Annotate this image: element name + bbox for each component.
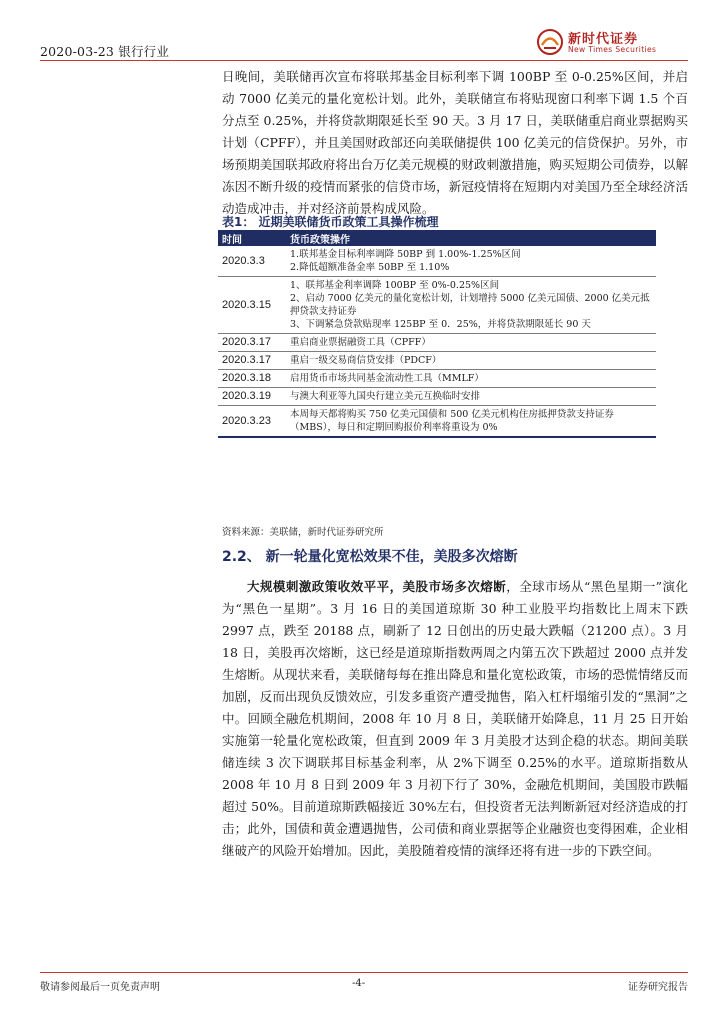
section-paragraph [222,576,688,862]
footer-divider [40,972,688,973]
row-date: 2020.3.17 [218,334,286,352]
row-date: 2020.3.3 [218,246,286,277]
row-policy [286,352,656,370]
page-number: -4- [352,978,366,989]
disclaimer-note: 敬请参阅最后一页免责声明 [40,982,160,993]
row-date: 2020.3.17 [218,352,286,370]
report-type: 证券研究报告 [628,982,688,993]
policy-line: 本周每天都将购买 750 亿美元国债和 500 亿美元机构住房抵押贷款支持证券（MBS），每日和定期回购报价利率将重设为 0% [290,409,614,433]
row-policy [286,334,656,352]
policy-line: 1、联邦基金利率调降 100BP 至 0%-0.25%区间 [290,280,500,291]
table-title: 表1： 近期美联储货币政策工具操作梳理 [222,215,439,229]
intro-text: 日晚间，美联储再次宣布将联邦基金目标利率下调 100BP 至 0-0.25%区间，并启动 7000 亿美元的量化宽松计划。此外，美联储宣布将贴现窗口利率下调 1.5 个百分点至 0.25%，并将贷款期限延长至 90 天。3 月 17 日，美联储重启商业票据购买计划（CPFF），并且美国财政部还向美联储提供 100 亿美元的信贷保护。另外，市场预期美国联邦政府将出台万亿美元规模的财政刺激措施，购买短期公司债券，以解冻因不断升级的疫情而紧张的信贷市场，新冠疫情将在短期内对美国乃至全球经济活动造成冲击，并对经济前景构成风险。 [222,69,688,216]
table-row [218,277,656,334]
company-logo [528,26,688,60]
row-date: 2020.3.19 [218,388,286,406]
logo-text-en: New Times Securities [568,45,657,54]
section-heading: 2.2、 新一轮量化宽松效果不佳，美股多次熔断 [222,549,518,565]
section-text [222,576,688,862]
table-source: 资料来源：美联储，新时代证券研究所 [222,527,384,538]
header-divider [40,60,688,61]
row-date: 2020.3.15 [218,277,286,334]
page-header [40,22,688,62]
table-row [218,334,656,352]
policy-line: 1.联邦基金目标利率调降 50BP 到 1.00%-1.25%区间 [290,249,521,260]
table-header-policy: 货币政策操作 [286,230,656,246]
table-row [218,370,656,388]
policy-line: 与澳大利亚等九国央行建立美元互换临时安排 [290,391,481,402]
report-date-sector: 2020-03-23 银行行业 [40,44,170,59]
logo-text-cn: 新时代证券 [568,32,639,47]
table-row [218,352,656,370]
policy-line: 2.降低超额准备金率 50BP 至 1.10% [290,262,450,273]
table-row [218,388,656,406]
policy-line: 启用货币市场共同基金流动性工具（MMLF） [290,373,484,384]
table-row [218,246,656,277]
row-date: 2020.3.18 [218,370,286,388]
table-header-row [218,230,656,246]
section-lead: 大规模刺激政策收效平平，美股市场多次熔断 [247,579,507,594]
policy-table [218,230,656,438]
logo-emblem-icon [536,28,564,56]
section-body: ，全球市场从“黑色星期一”演化为“黑色一星期”。3 月 16 日的美国道琼斯 30 种工业股平均指数比上周末下跌 2997 点，跌至 20188 点，刷新了 12 日创出的历史最大跌幅（21200 点）。3 月 18 日，美股再次熔断，这已经是道琼斯指数两周之内第五次下跌超过 2000 点并发生熔断。从现状来看，美联储每每在推出降息和量化宽松政策，市场的恐慌情绪反而加剧，反而出现负反馈效应，引发多重资产遭受抛售，陷入杠杆塌缩引发的“黑洞”之中。回顾全融危机期间，2008 年 10 月 8 日，美联储开始降息，11 月 25 日开始实施第一轮量化宽松政策，但直到 2009 年 3 月美股才达到企稳的状态。期间美联储连续 3 次下调联邦目标基金利率，从 2%下调至 0.25%的水平。道琼斯指数从 2008 年 10 月 8 日到 2009 年 3 月初下行了 30%，金融危机期间，美国股市跌幅超过 50%。目前道琼斯跌幅接近 30%左右，但投资者无法判断新冠对经济造成的打击；此外，国债和黄金遭遇抛售，公司债和商业票据等企业融资也变得困难，企业相继破产的风险开始增加。因此，美股随着疫情的演绎还将有进一步的下跌空间。 [222,579,688,858]
policy-line: 重启商业票据融资工具（CPFF） [290,337,431,348]
row-policy [286,277,656,334]
row-policy [286,370,656,388]
intro-paragraph [222,66,688,220]
policy-line: 2、启动 7000 亿美元的量化宽松计划，计划增持 5000 亿美元国债、2000 亿美元抵押贷款支持证券 [290,293,650,317]
table-row [218,406,656,438]
policy-line: 3、下调紧急贷款贴现率 125BP 至 0．25%，并将贷款期限延长 90 天 [290,319,591,330]
table-header-date: 时间 [218,230,286,246]
policy-line: 重启一级交易商信贷安排（PDCF） [290,355,442,366]
row-policy [286,406,656,438]
row-policy [286,388,656,406]
row-date: 2020.3.23 [218,406,286,438]
row-policy [286,246,656,277]
